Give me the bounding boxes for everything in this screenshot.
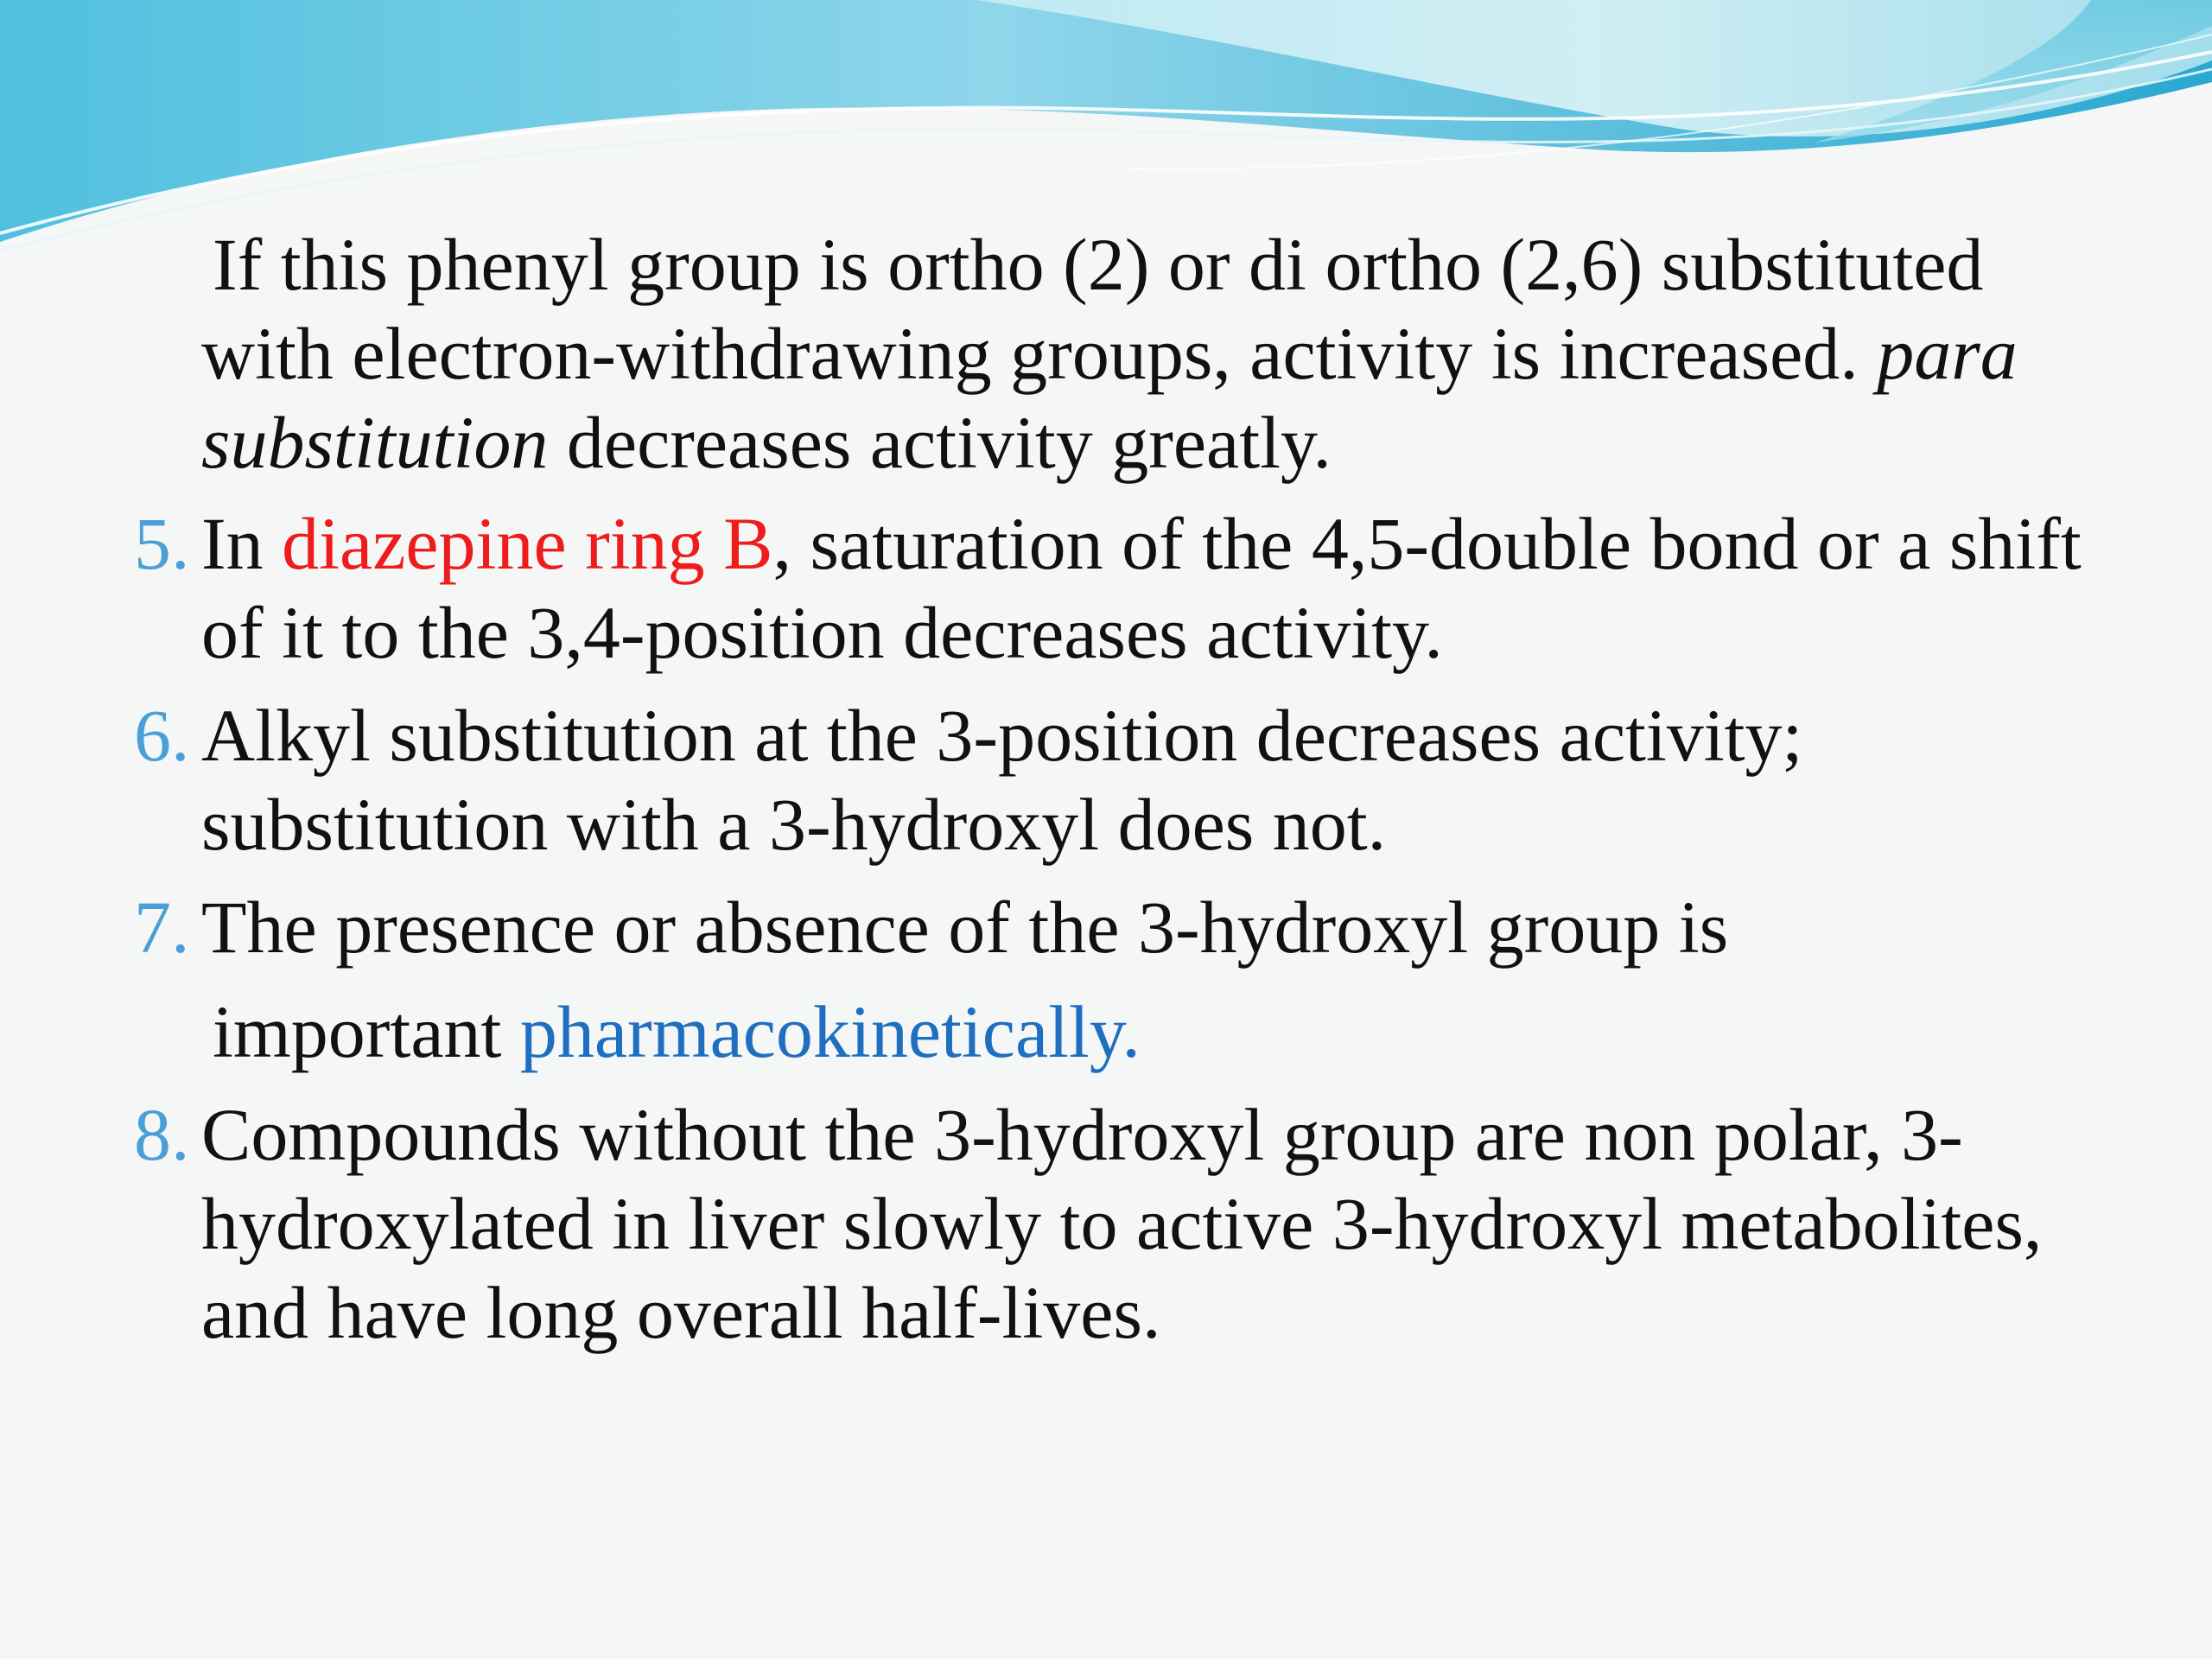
item-7-line2-before: important	[213, 990, 520, 1073]
list-item-6	[134, 691, 2121, 869]
item-5-text-before: In	[201, 502, 283, 585]
item-7-line1: The presence or absence of the 3-hydroxyl group is	[201, 886, 1729, 969]
list-item-7	[134, 883, 2121, 1077]
list-number: 7.	[134, 886, 190, 969]
intro-text-part2: decreases activity greatly.	[548, 401, 1332, 484]
item-7-line2	[201, 988, 2121, 1077]
item-5-text-after: , saturation of the 4,5-double bond or a shift of it to the 3,4-position decreases activity.	[201, 502, 2082, 674]
item-6-text: Alkyl substitution at the 3-position decreases activity; substitution with a 3-hydroxyl does not.	[201, 694, 1803, 866]
list-item-8	[134, 1090, 2121, 1357]
slide-body	[134, 220, 2121, 1357]
list-item-5	[134, 499, 2121, 677]
intro-paragraph	[134, 220, 2121, 487]
intro-italic-term: para substitution	[201, 312, 2018, 484]
item-8-text: Compounds without the 3-hydroxyl group are non polar, 3-hydroxylated in liver slowly to active 3-hydroxyl metabolites, and have long overall half-lives.	[201, 1093, 2043, 1354]
item-7-highlight: pharmacokinetically.	[519, 990, 1141, 1073]
intro-text-part1: If this phenyl group is ortho (2) or di ortho (2,6) substituted with electron-withdrawing groups, activity is increased.	[201, 223, 1984, 395]
intro-text	[201, 220, 2121, 487]
list-number: 6.	[134, 694, 190, 777]
list-number: 8.	[134, 1093, 190, 1176]
item-5-highlight: diazepine ring B	[282, 502, 773, 585]
list-number: 5.	[134, 502, 190, 585]
